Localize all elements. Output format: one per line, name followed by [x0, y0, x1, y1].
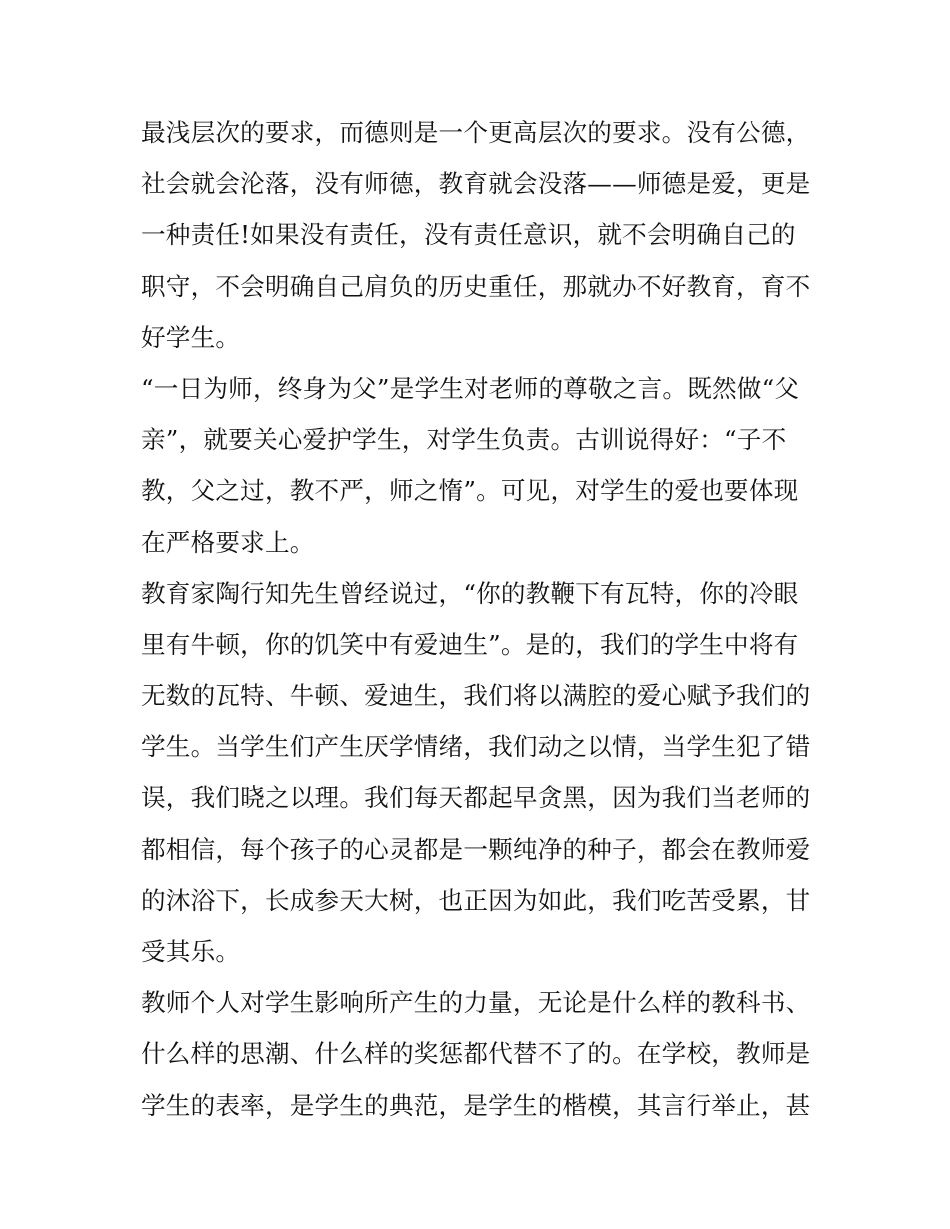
text-line: 职守，不会明确自己肩负的历史重任，那就办不好教育，育不	[141, 271, 811, 301]
text-line: 无数的瓦特、牛顿、爱迪生，我们将以满腔的爱心赋予我们的	[141, 681, 811, 711]
text-line: 什么样的思潮、什么样的奖惩都代替不了的。在学校，教师是	[141, 1039, 811, 1069]
text-line: “一日为师，终身为父”是学生对老师的尊敬之言。既然做“父	[141, 373, 800, 403]
paragraph-4	[141, 977, 821, 1131]
paragraph-2	[141, 363, 821, 568]
text-line: 学生的表率，是学生的典范，是学生的楷模，其言行举止，甚	[141, 1090, 811, 1120]
text-line: 教师个人对学生影响所产生的力量，无论是什么样的教科书、	[141, 988, 811, 1018]
text-line: 里有牛顿，你的饥笑中有爱迪生”。是的，我们的学生中将有	[141, 629, 799, 659]
paragraph-3	[141, 568, 821, 978]
paragraph-1	[141, 107, 821, 363]
text-line: 教，父之过，教不严，师之惰”。可见，对学生的爱也要体现	[141, 476, 799, 506]
text-line: 学生。当学生们产生厌学情绪，我们动之以情，当学生犯了错	[141, 732, 811, 762]
text-line: 受其乐。	[141, 937, 241, 966]
text-line: 亲”，就要关心爱护学生，对学生负责。古训说得好：“子不	[141, 425, 787, 455]
text-line: 在严格要求上。	[141, 527, 315, 557]
document-body	[141, 107, 821, 1131]
text-line: 社会就会沦落，没有师德，教育就会没落——师德是爱，更是	[141, 169, 811, 199]
text-line: 教育家陶行知先生曾经说过，“你的教鞭下有瓦特，你的冷眼	[141, 578, 799, 608]
text-line: 误，我们晓之以理。我们每天都起早贪黑，因为我们当老师的	[141, 783, 811, 813]
text-line: 最浅层次的要求，而德则是一个更高层次的要求。没有公德，	[141, 118, 811, 147]
text-line: 的沐浴下，长成参天大树，也正因为如此，我们吃苦受累，甘	[141, 885, 811, 915]
text-line: 好学生。	[141, 322, 241, 352]
text-line: 一种责任!如果没有责任，没有责任意识，就不会明确自己的	[141, 220, 796, 250]
text-line: 都相信，每个孩子的心灵都是一颗纯净的种子，都会在教师爱	[141, 834, 811, 864]
